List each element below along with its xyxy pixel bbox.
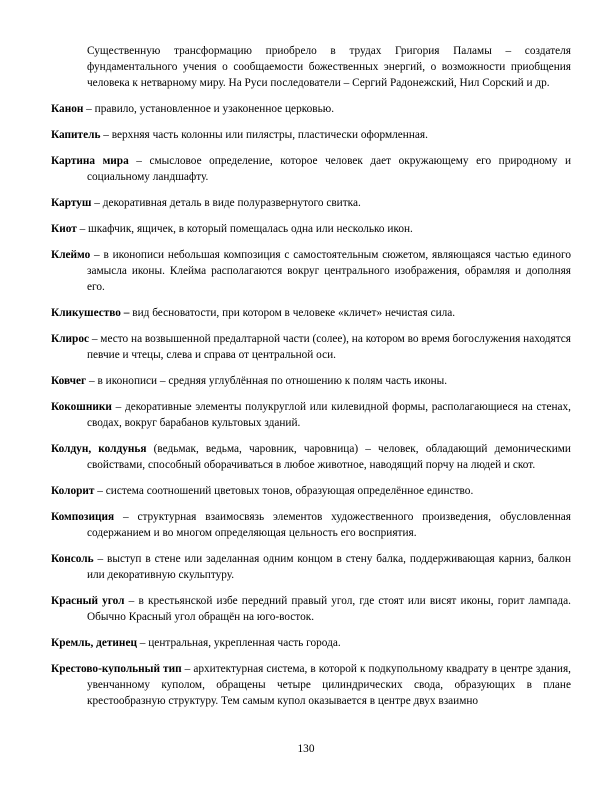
glossary-term: Канон: [51, 103, 84, 115]
glossary-entry: [51, 399, 571, 431]
glossary-entry: [51, 441, 571, 473]
glossary-definition: – в крестьянской избе передний правый угол, где стоят или висят иконы, горит лампада. Обычно Красный угол обращён на юго-восток.: [87, 595, 571, 623]
glossary-definition: – центральная, укрепленная часть города.: [136, 637, 341, 649]
glossary-definition: – выступ в стене или заделанная одним концом в стену балка, поддерживающая карниз, балкон или декоративную скульптуру.: [87, 553, 571, 581]
glossary-term: Крестово-купольный тип: [51, 663, 182, 675]
glossary-term: Кремль, детинец: [51, 637, 137, 649]
glossary-entry: [51, 195, 571, 211]
glossary-definition: – шкафчик, ящичек, в который помещалась одна или несколько икон.: [76, 223, 413, 235]
glossary-term: Кокошники: [51, 401, 112, 413]
glossary-entry: [51, 247, 571, 295]
glossary-definition: (ведьмак, ведьма, чаровник, чаровница) – человек, обладающий демоническими свойствами, способный оборачиваться в любое животное, наводящий порчу на людей и скот.: [87, 443, 571, 471]
glossary-definition: – декоративная деталь в виде полуразвернутого свитка.: [91, 197, 361, 209]
glossary-term: Колорит: [51, 485, 95, 497]
glossary-entry: [51, 373, 571, 389]
glossary-entry: [51, 101, 571, 117]
glossary-entry: [51, 305, 571, 321]
glossary-term: Киот: [51, 223, 77, 235]
glossary-definition: вид бесноватости, при котором в человеке «кличет» нечистая сила.: [129, 307, 456, 319]
glossary-entry: [51, 153, 571, 185]
glossary-entries: [51, 101, 571, 709]
glossary-definition: – верхняя часть колонны или пилястры, пластически оформленная.: [100, 129, 428, 141]
glossary-term: Капитель: [51, 129, 101, 141]
glossary-term: Клирос: [51, 333, 89, 345]
page-number: 130: [297, 743, 315, 755]
glossary-term: Колдун, колдунья: [51, 443, 147, 455]
glossary-definition: – декоративные элементы полукруглой или килевидной формы, располагающиеся на стенах, сводах, вокруг барабанов культовых зданий.: [87, 401, 571, 429]
glossary-term: Клеймо: [51, 249, 91, 261]
glossary-term: Консоль: [51, 553, 94, 565]
glossary-entry: [51, 483, 571, 499]
glossary-entry: [51, 661, 571, 709]
glossary-entry: [51, 551, 571, 583]
glossary-term: Ковчег: [51, 375, 87, 387]
glossary-entry: [51, 635, 571, 651]
glossary-term: Картина мира: [51, 155, 129, 167]
glossary-term: Кликушество –: [51, 307, 130, 319]
glossary-definition: – в иконописи небольшая композиция с самостоятельным сюжетом, являющаяся частью единого замысла иконы. Клейма располагаются вокруг центрального изображения, обрамляя и дополняя его.: [87, 249, 571, 293]
glossary-term: Красный угол: [51, 595, 125, 607]
glossary-entry: [51, 509, 571, 541]
glossary-term: Композиция: [51, 511, 115, 523]
glossary-definition: – архитектурная система, в которой к подкупольному квадрату в центре здания, увенчанному куполом, обращены четыре цилиндрических свода, образующих в плане крестообразную структуру. Тем самым купол оказывается в центре двух взаимно: [87, 663, 571, 707]
glossary-entry: [51, 331, 571, 363]
glossary-term: Картуш: [51, 197, 92, 209]
glossary-definition: – место на возвышенной предалтарной части (солее), на котором во время богослужения находятся певчие и чтецы, слева и справа от центральной оси.: [87, 333, 571, 361]
glossary-definition: – система соотношений цветовых тонов, образующая определённое единство.: [94, 485, 474, 497]
glossary-entry: [51, 221, 571, 237]
glossary-entry: [51, 593, 571, 625]
glossary-entry: [51, 127, 571, 143]
intro-paragraph: Существенную трансформацию приобрело в трудах Григория Паламы – создателя фундаментального учения о сообщаемости божественных энергий, о возможности приобщения человека к нетварному миру. На Руси последователи – Сергий Радонежский, Нил Сорский и др.: [87, 45, 571, 89]
glossary-definition: – смысловое определение, которое человек дает окружающему его природному и социальному ландшафту.: [87, 155, 572, 183]
glossary-definition: – правило, установленное и узаконенное церковью.: [83, 103, 335, 115]
glossary-definition: – в иконописи – средняя углублённая по отношению к полям часть иконы.: [86, 375, 448, 387]
glossary-definition: – структурная взаимосвязь элементов художественного произведения, обусловленная содержанием и во многом определяющая цельность его восприятия.: [87, 511, 571, 539]
glossary-content: [51, 43, 571, 719]
